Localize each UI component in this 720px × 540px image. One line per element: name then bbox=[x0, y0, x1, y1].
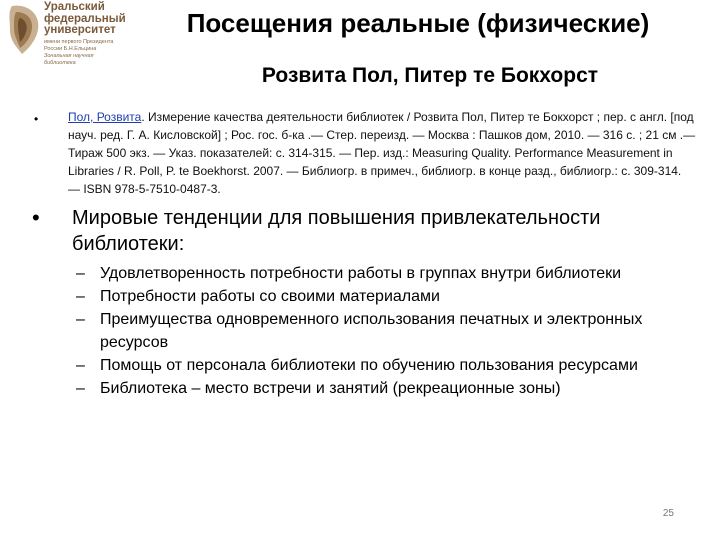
list-item-text: Потребности работы со своими материалами bbox=[100, 288, 440, 305]
list-item-text: Преимущества одновременного использования печатных и электронных ресурсов bbox=[100, 311, 643, 351]
library-name-line: библиотека bbox=[44, 59, 76, 66]
list-item bbox=[72, 285, 692, 308]
slide-title: Посещения реальные (физические) bbox=[186, 8, 650, 38]
page-number: 25 bbox=[662, 508, 674, 519]
university-name-line: Уральский bbox=[44, 1, 105, 13]
list-dash: – bbox=[76, 357, 85, 374]
university-subtitle-line: России Б.Н.Ельцина bbox=[44, 45, 97, 52]
reference-text bbox=[68, 108, 696, 198]
list-item-text: Удовлетворенность потребности работы в группах внутри библиотеки bbox=[100, 265, 622, 282]
reference-body: . Измерение качества деятельности библиотек / Розвита Пол, Питер те Бокхорст ; пер. с англ. [под науч. ред. Г. А. Кисловской] ; Рос. гос. б-ка .— Стер. переизд. — Москва : Пашков дом, 2010. — 316 с. ; 21 см .— Тираж 500 экз. — Указ. показателей: с. 314-315. — Пер. изд.: Measuring Quality. Performance Measurement in Libraries / R. Poll, P. te Boekhorst. 2007. — Библиогр. в примеч., библиогр. в конце разд., библиогр.: с. 309-314. — ISBN 978-5-7510-0487-3. bbox=[68, 110, 696, 196]
list-dash: – bbox=[76, 265, 85, 282]
university-name-line: федеральный bbox=[44, 12, 126, 25]
trends-list bbox=[72, 262, 692, 400]
list-item-text: Помощь от персонала библиотеки по обучению пользования ресурсами bbox=[100, 357, 638, 374]
list-item-text: Библиотека – место встречи и занятий (рекреационные зоны) bbox=[100, 380, 561, 397]
slide-subtitle: Розвита Пол, Питер те Бокхорст bbox=[261, 64, 599, 87]
library-name-line: Зональная научная bbox=[44, 53, 94, 59]
list-dash: – bbox=[76, 311, 85, 328]
university-name bbox=[44, 2, 130, 37]
list-item bbox=[72, 354, 692, 377]
university-logo bbox=[6, 2, 130, 68]
reference-author-link[interactable]: Пол, Розвита bbox=[68, 110, 142, 124]
list-dash: – bbox=[76, 380, 85, 397]
university-subtitle bbox=[44, 39, 130, 52]
university-subtitle-line: имени первого Президента bbox=[44, 39, 114, 45]
list-dash: – bbox=[76, 288, 85, 305]
list-item bbox=[72, 377, 692, 400]
main-point-bullet: • bbox=[32, 205, 40, 230]
list-item bbox=[72, 262, 692, 285]
library-name bbox=[44, 53, 130, 66]
university-emblem-icon bbox=[6, 2, 42, 58]
reference-bullet: • bbox=[34, 112, 39, 126]
list-item bbox=[72, 308, 692, 354]
main-point-text: Мировые тенденции для повышения привлекательности библиотеки: bbox=[72, 207, 601, 255]
university-name-line: университет bbox=[44, 24, 116, 36]
